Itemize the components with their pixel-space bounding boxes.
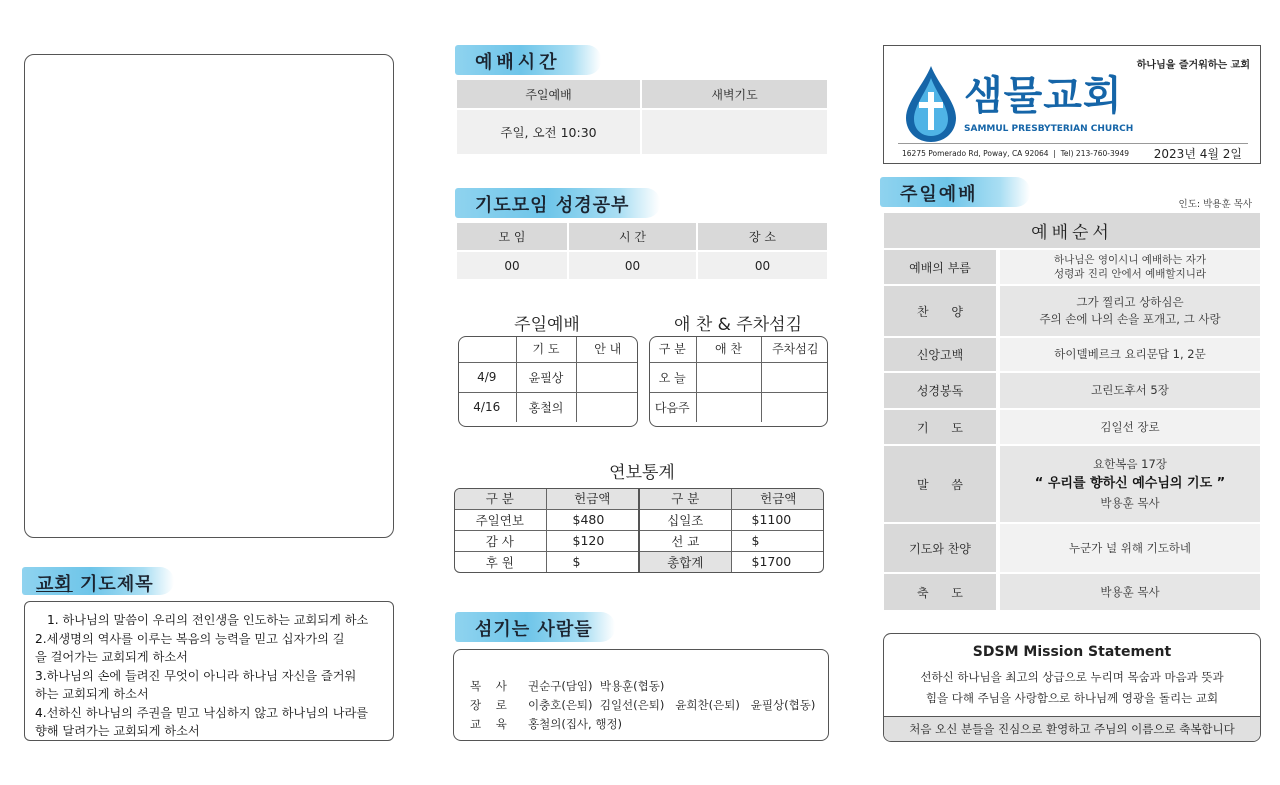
worship-time-header bbox=[455, 45, 601, 75]
prayer-topics-title: 기도제목 bbox=[72, 574, 154, 595]
offering-category: 십일조 bbox=[639, 509, 731, 530]
offering-title: 연보통계 bbox=[609, 463, 675, 483]
order-label: 신앙고백 bbox=[884, 338, 996, 371]
offering-amount: $ bbox=[731, 530, 824, 551]
servants-box bbox=[453, 649, 829, 741]
prayer-line: 2.세생명의 역사를 이루는 복음의 능력을 믿고 십자가의 길 bbox=[35, 631, 345, 646]
worship-time-table bbox=[457, 80, 827, 154]
praise-parking-title: 애 찬 & 주차섬김 bbox=[674, 315, 802, 335]
photo-frame bbox=[24, 54, 394, 538]
order-label: 성경봉독 bbox=[884, 373, 996, 408]
service-leader: 인도: 박용훈 목사 bbox=[1178, 199, 1252, 210]
bible-study-table bbox=[457, 223, 827, 279]
offering-category: 주일연보 bbox=[454, 509, 546, 530]
order-row bbox=[884, 286, 1260, 336]
offering-head-amount: 헌금액 bbox=[731, 488, 824, 509]
offering-amount: $1700 bbox=[731, 551, 824, 572]
prayer-line: 을 걸어가는 교회되게 하소서 bbox=[35, 650, 188, 664]
sunday-duty-usher bbox=[576, 392, 638, 422]
praise-parking-meal bbox=[696, 362, 761, 392]
order-label: 예배의 부름 bbox=[884, 250, 996, 284]
praise-parking-meal bbox=[696, 392, 761, 422]
order-label: 말 씀 bbox=[884, 446, 996, 522]
bible-study-time: 00 bbox=[569, 252, 696, 279]
offering-amount: $480 bbox=[546, 509, 639, 530]
order-row bbox=[884, 338, 1260, 371]
servant-row bbox=[470, 677, 828, 696]
servants-title: 섬기는 사람들 bbox=[475, 619, 593, 640]
prayer-line: 1. 하나님의 말씀이 우리의 전인생을 인도하는 교회되게 하소 bbox=[47, 613, 369, 627]
order-line: 성령과 진리 안에서 예배할지니라 bbox=[1053, 268, 1206, 280]
header-divider bbox=[898, 143, 1248, 144]
servant-role: 목 사 bbox=[470, 679, 507, 693]
offering-head-amount: 헌금액 bbox=[546, 488, 639, 509]
worship-dawn-header: 새벽기도 bbox=[642, 80, 827, 108]
bible-study-header bbox=[455, 188, 660, 218]
sunday-duty-head-usher: 안 내 bbox=[576, 336, 638, 362]
order-row bbox=[884, 524, 1260, 572]
order-label: 기 도 bbox=[884, 410, 996, 444]
order-row bbox=[884, 373, 1260, 408]
church-address: 16275 Pomerado Rd, Poway, CA 92064 | Tel) 213-760-3949 bbox=[902, 149, 1130, 158]
order-label: 기도와 찬양 bbox=[884, 524, 996, 572]
bible-study-col-time: 시 간 bbox=[569, 223, 696, 250]
mission-title: SDSM Mission Statement bbox=[972, 644, 1172, 660]
order-line: 그가 찔리고 상하심은 bbox=[1076, 295, 1184, 309]
servant-names: 권순구(담임) 박용훈(협동) bbox=[528, 679, 665, 693]
praise-parking-parking bbox=[761, 392, 828, 422]
offering-head-category: 구 분 bbox=[454, 488, 546, 509]
bible-study-meeting: 00 bbox=[457, 252, 567, 279]
praise-parking-head-parking: 주차섬김 bbox=[761, 336, 828, 362]
worship-sunday-header: 주일예배 bbox=[457, 80, 640, 108]
offering-category: 감 사 bbox=[454, 530, 546, 551]
sunday-duty-usher bbox=[576, 362, 638, 392]
order-row bbox=[884, 410, 1260, 444]
order-label: 축 도 bbox=[884, 574, 996, 610]
servant-row bbox=[470, 715, 828, 734]
offering-table bbox=[454, 488, 824, 573]
order-line: 하이델베르크 요리문답 1, 2문 bbox=[1054, 347, 1206, 361]
servants-header bbox=[455, 612, 615, 642]
offering-category: 선 교 bbox=[639, 530, 731, 551]
order-line: 박용훈 목사 bbox=[1100, 496, 1160, 510]
offering-amount: $ bbox=[546, 551, 639, 572]
servant-role: 교 육 bbox=[470, 717, 507, 731]
sunday-duty-head-prayer: 기 도 bbox=[516, 336, 576, 362]
praise-parking-week: 오 늘 bbox=[649, 362, 696, 392]
water-drop-cross-logo bbox=[902, 64, 960, 144]
servant-names: 홍철의(집사, 행정) bbox=[528, 717, 623, 731]
church-slogan: 하나님을 즐거워하는 교회 bbox=[1136, 60, 1250, 71]
mission-line: 선하신 하나님을 최고의 상급으로 누리며 목숨과 마음과 뜻과 bbox=[920, 670, 1224, 684]
order-line: 고린도후서 5장 bbox=[1091, 383, 1169, 397]
servant-names: 이충호(은퇴) 김일선(은퇴) 윤희찬(은퇴) 윤필상(협동) bbox=[528, 698, 816, 712]
worship-sunday-time: 주일, 오전 10:30 bbox=[457, 110, 640, 154]
order-line: 박용훈 목사 bbox=[1100, 584, 1160, 599]
order-row bbox=[884, 250, 1260, 284]
bible-study-title: 기도모임 성경공부 bbox=[475, 195, 630, 216]
offering-amount: $1100 bbox=[731, 509, 824, 530]
order-row bbox=[884, 446, 1260, 522]
sunday-duty-prayer: 윤필상 bbox=[516, 362, 576, 392]
sunday-duty-prayer: 홍철의 bbox=[516, 392, 576, 422]
bible-study-col-meeting: 모 임 bbox=[457, 223, 567, 250]
sunday-duty-head-blank bbox=[458, 336, 516, 362]
sunday-duty-date: 4/9 bbox=[458, 362, 516, 392]
praise-parking-table bbox=[649, 336, 828, 427]
praise-parking-parking bbox=[761, 362, 828, 392]
sunday-service-title: 주일예배 bbox=[900, 184, 978, 205]
worship-time-title: 예배시간 bbox=[475, 52, 561, 73]
order-line: 주의 손에 나의 손을 포개고, 그 사랑 bbox=[1039, 312, 1221, 326]
offering-head-category: 구 분 bbox=[639, 488, 731, 509]
praise-parking-week: 다음주 bbox=[649, 392, 696, 422]
prayer-line: 4.선하신 하나님의 주권을 믿고 낙심하지 않고 하나님의 나라를 bbox=[35, 705, 369, 720]
sunday-duty-title: 주일예배 bbox=[514, 315, 580, 335]
sermon-title: “ 우리를 향하신 예수님의 기도 ” bbox=[1034, 476, 1226, 491]
order-line: 김일선 장로 bbox=[1100, 419, 1160, 434]
bible-study-col-place: 장 소 bbox=[698, 223, 827, 250]
sunday-duty-table bbox=[458, 336, 638, 427]
praise-parking-head-meal: 애 찬 bbox=[696, 336, 761, 362]
offering-category: 총합계 bbox=[639, 551, 731, 572]
church-name-ko: 샘물교회 bbox=[964, 73, 1123, 119]
order-line: 하나님은 영이시니 예배하는 자가 bbox=[1053, 254, 1206, 266]
order-line: 누군가 널 위해 기도하네 bbox=[1068, 540, 1192, 555]
mission-box bbox=[883, 633, 1261, 742]
bible-study-place: 00 bbox=[698, 252, 827, 279]
order-of-worship-title: 예배순서 bbox=[884, 213, 1260, 248]
church-name-en: SAMMUL PRESBYTERIAN CHURCH bbox=[964, 124, 1134, 134]
offering-amount: $120 bbox=[546, 530, 639, 551]
sunday-duty-date: 4/16 bbox=[458, 392, 516, 422]
offering-category: 후 원 bbox=[454, 551, 546, 572]
prayer-line: 하는 교회되게 하소서 bbox=[35, 687, 149, 701]
servant-role: 장 로 bbox=[470, 698, 507, 712]
bulletin-date: 2023년 4월 2일 bbox=[1153, 147, 1242, 161]
order-row bbox=[884, 574, 1260, 610]
worship-dawn-time bbox=[642, 110, 827, 154]
order-label: 찬 양 bbox=[884, 286, 996, 336]
praise-parking-head-category: 구 분 bbox=[649, 336, 696, 362]
prayer-line: 향해 달려가는 교회되게 하소서 bbox=[35, 724, 200, 738]
prayer-topics-header bbox=[22, 567, 174, 595]
prayer-topics-title-underlined: 교회 bbox=[36, 574, 73, 595]
order-line: 요한복음 17장 bbox=[1093, 457, 1167, 471]
sunday-service-header bbox=[880, 177, 1030, 207]
mission-line: 힘을 다해 주님을 사랑함으로 하나님께 영광을 돌리는 교회 bbox=[925, 691, 1219, 705]
welcome-message: 처음 오신 분들을 진심으로 환영하고 주님의 이름으로 축복합니다 bbox=[884, 716, 1260, 741]
prayer-line: 3.하나님의 손에 들려진 무엇이 아니라 하나님 자신을 즐거워 bbox=[35, 668, 357, 683]
servant-row bbox=[470, 696, 828, 715]
prayer-topics-box bbox=[24, 601, 394, 741]
church-header-box bbox=[883, 45, 1261, 164]
